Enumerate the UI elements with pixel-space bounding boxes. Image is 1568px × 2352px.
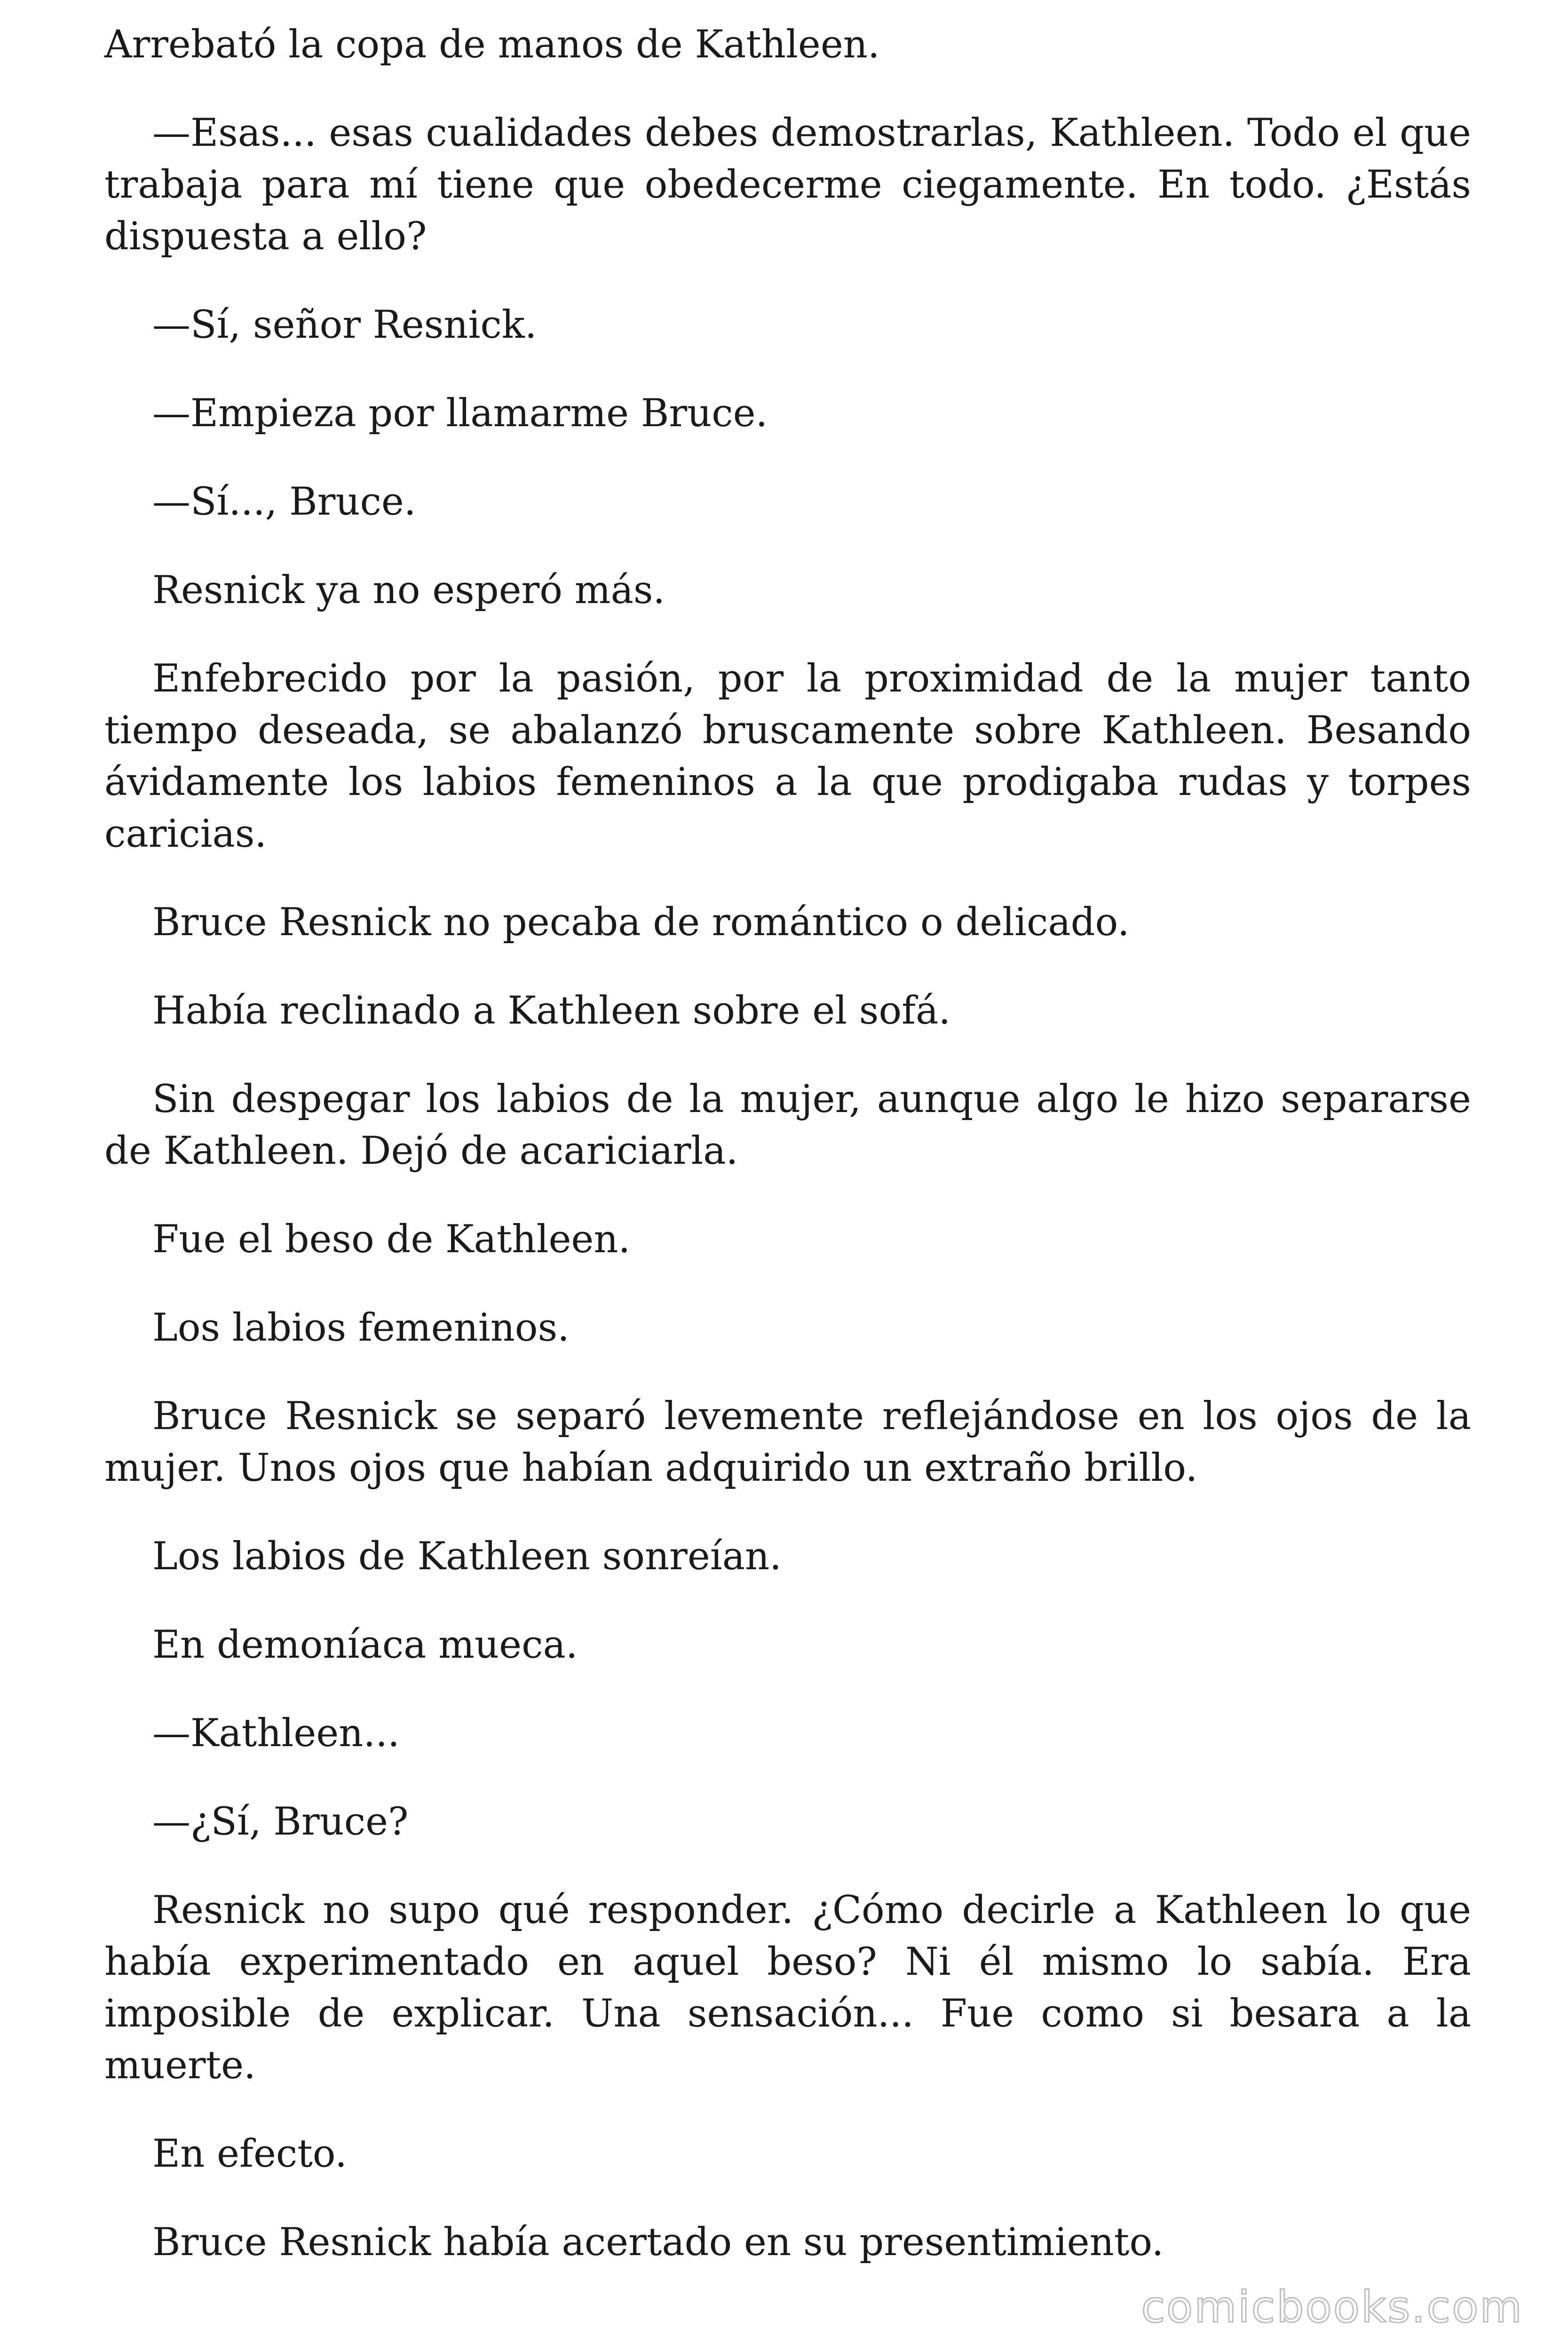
paragraph-18: Resnick no supo qué responder. ¿Cómo decirle a Kathleen lo que había experimentado en aquel beso? Ni él mismo lo sabía. Era imposible de explicar. Una sensación... Fue como si besara a la muerte. (104, 1888, 1471, 2088)
paragraph-4: —Empieza por llamarme Bruce. (152, 391, 768, 436)
paragraph-14: Los labios de Kathleen sonreían. (152, 1534, 782, 1579)
paragraph-11: Fue el beso de Kathleen. (152, 1217, 631, 1262)
paragraph-1: Arrebató la copa de manos de Kathleen. (104, 23, 880, 67)
paragraph-20: Bruce Resnick había acertado en su presentimiento. (152, 2220, 1164, 2265)
paragraph-13: Bruce Resnick se separó levemente reflejándose en los ojos de la mujer. Unos ojos que habían adquirido un extraño brillo. (104, 1394, 1471, 1490)
paragraph-5: —Sí..., Bruce. (152, 480, 416, 524)
paragraph-19: En efecto. (152, 2132, 347, 2176)
paragraph-8: Bruce Resnick no pecaba de romántico o delicado. (152, 900, 1130, 945)
paragraph-17: —¿Sí, Bruce? (152, 1800, 409, 1844)
paragraph-15: En demoníaca mueca. (152, 1623, 578, 1667)
watermark: comicbooks.com (1141, 2282, 1523, 2332)
paragraph-16: —Kathleen... (152, 1711, 400, 1756)
paragraph-6: Resnick ya no esperó más. (152, 568, 665, 612)
paragraph-12: Los labios femeninos. (152, 1306, 570, 1350)
paragraph-7: Enfebrecido por la pasión, por la proximidad de la mujer tanto tiempo deseada, se abalanzó bruscamente sobre Kathleen. Besando ávidamente los labios femeninos a la que prodigaba rudas y torpes caricias. (104, 657, 1471, 856)
paragraph-2: —Esas... esas cualidades debes demostrarlas, Kathleen. Todo el que trabaja para mí tiene que obedecerme ciegamente. En todo. ¿Estás dispuesta a ello? (104, 111, 1471, 259)
paragraph-9: Había reclinado a Kathleen sobre el sofá. (152, 989, 951, 1033)
book-page (104, 0, 1471, 2305)
paragraph-10: Sin despegar los labios de la mujer, aunque algo le hizo separarse de Kathleen. Dejó de acariciarla. (104, 1077, 1471, 1173)
paragraph-3: —Sí, señor Resnick. (152, 303, 537, 347)
